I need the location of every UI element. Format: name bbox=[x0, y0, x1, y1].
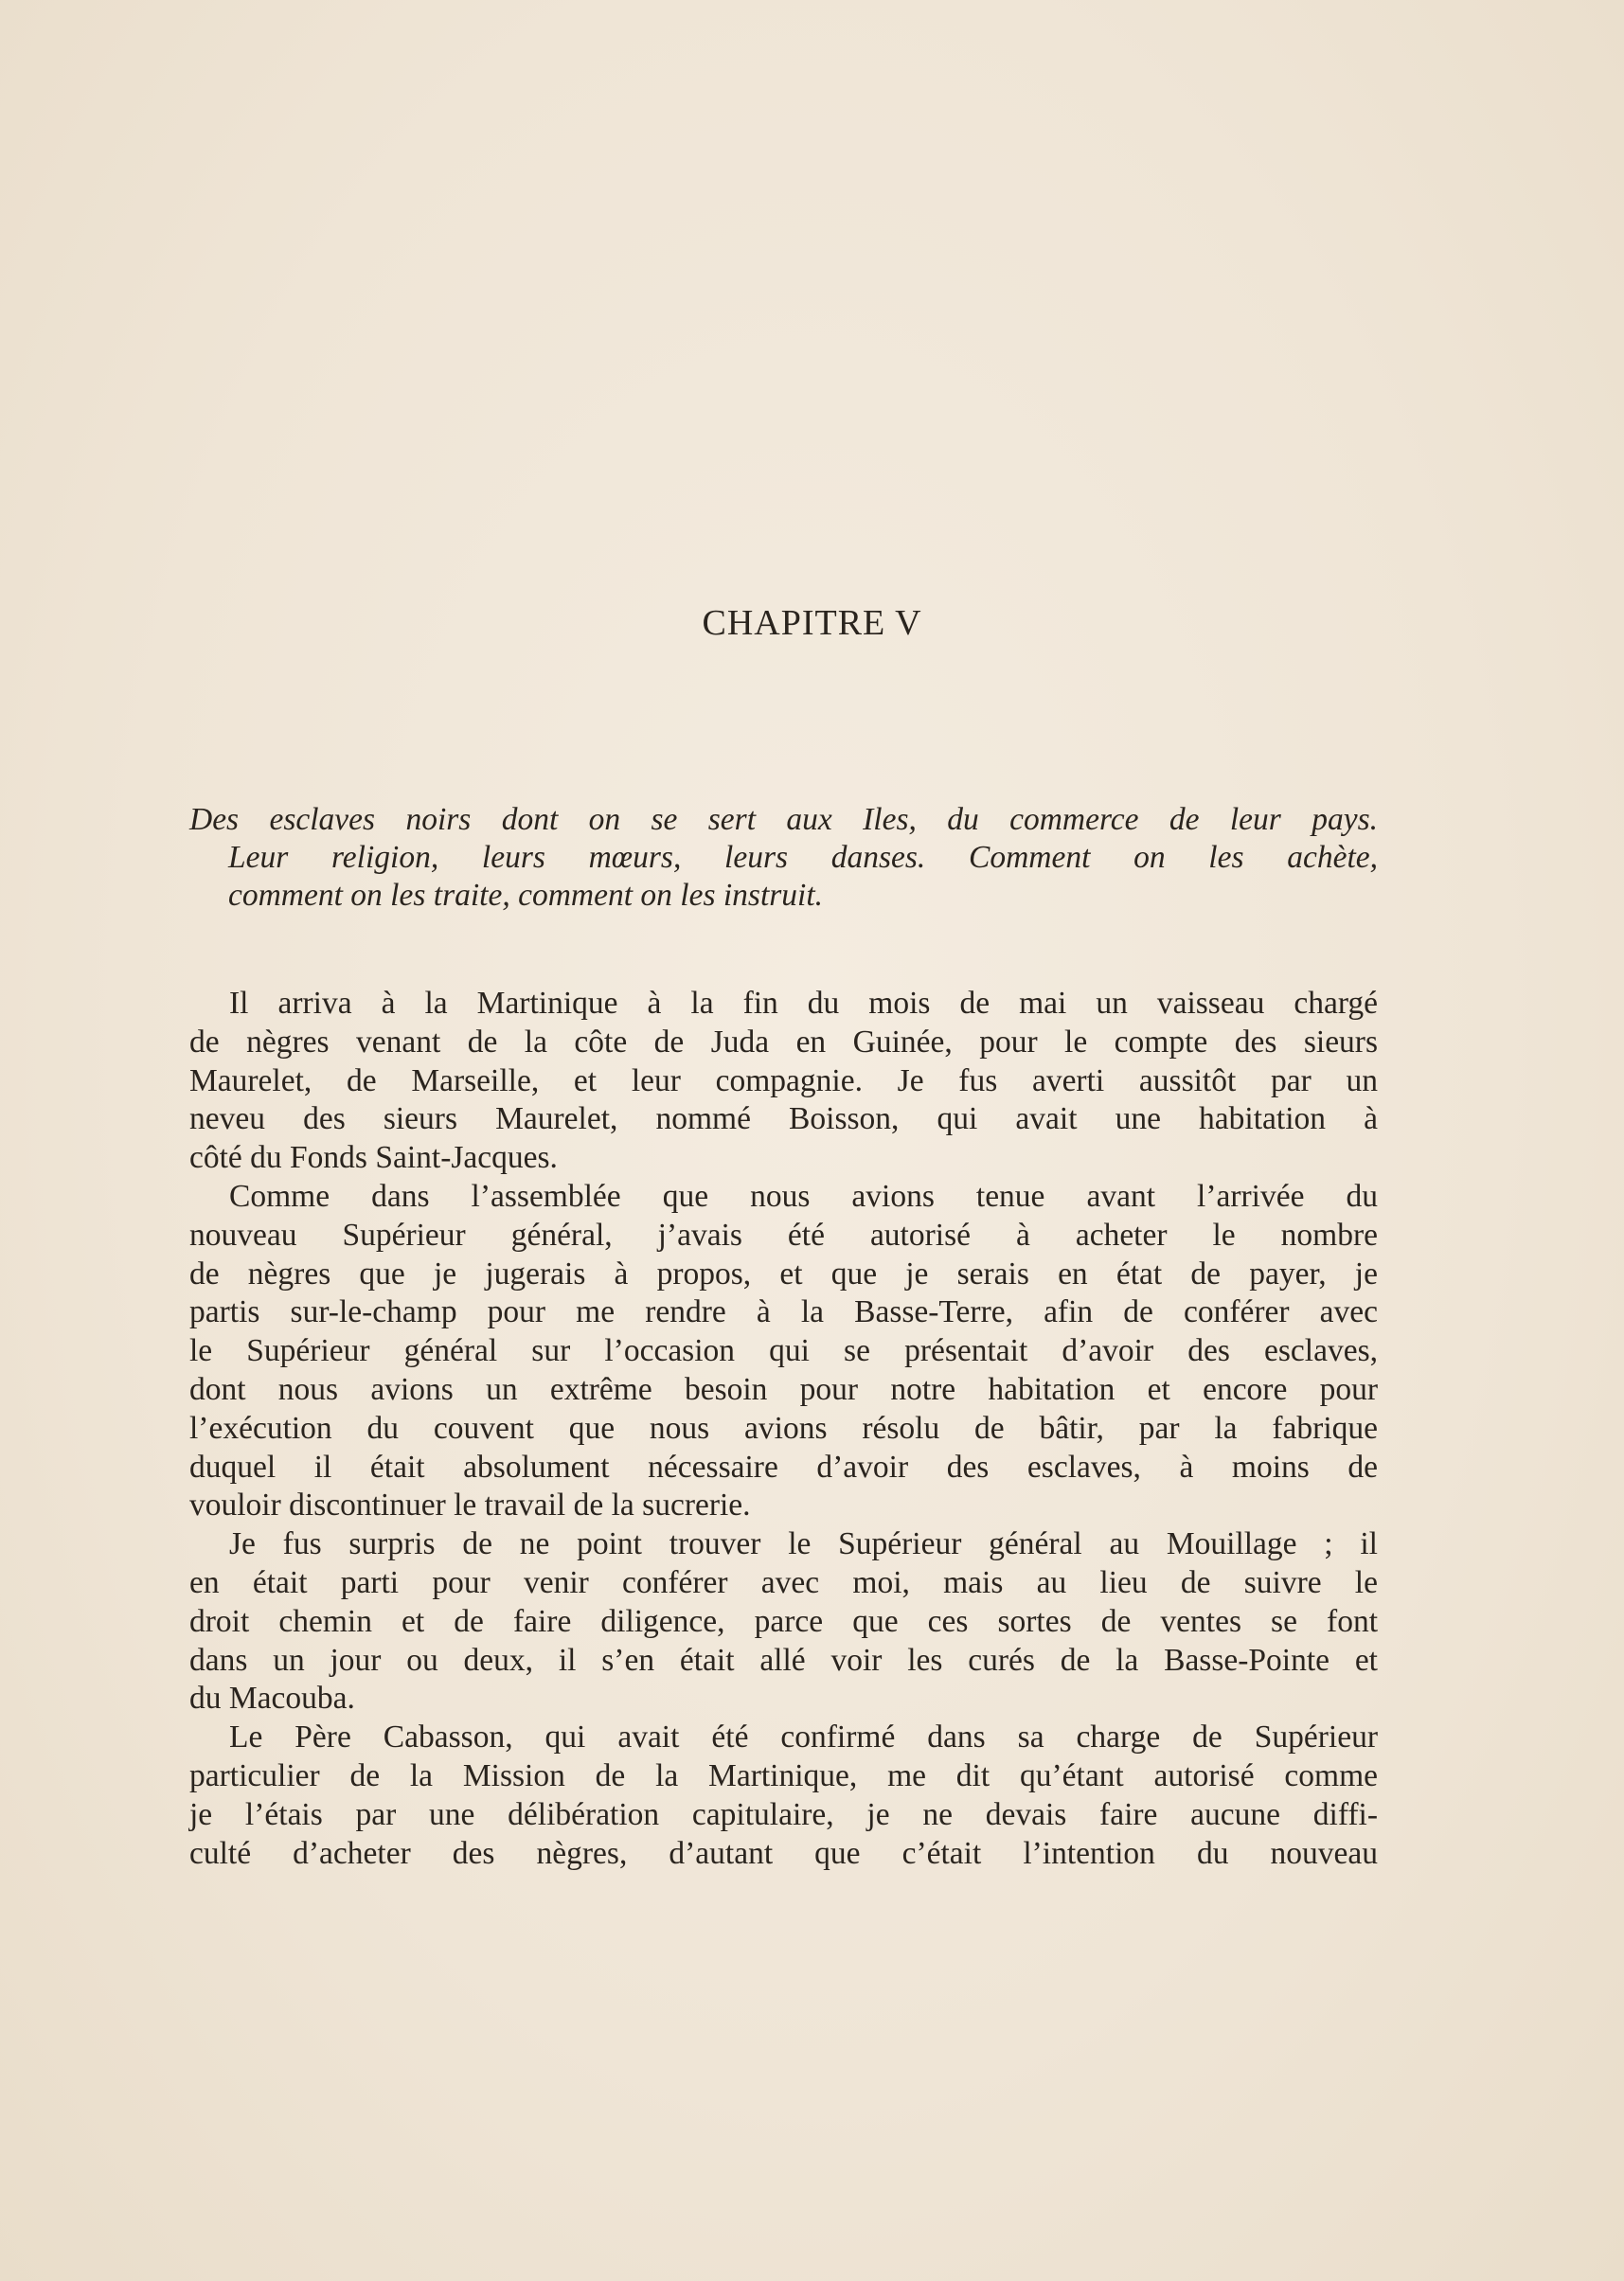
body-line: particulier de la Mission de la Martinique, me dit qu’étant autorisé comme bbox=[189, 1757, 1378, 1793]
body-line: vouloir discontinuer le travail de la sucrerie. bbox=[189, 1488, 751, 1524]
summary-line: Leur religion, leurs mœurs, leurs danses. Comment on les achète, bbox=[228, 840, 1378, 875]
chapter-title: CHAPITRE V bbox=[702, 603, 922, 643]
body-line: Comme dans l’assemblée que nous avions tenue avant l’arrivée du bbox=[229, 1178, 1378, 1214]
body-line: droit chemin et de faire diligence, parce que ces sortes de ventes se font bbox=[189, 1603, 1378, 1639]
body-line: de nègres venant de la côte de Juda en Guinée, pour le compte des sieurs bbox=[189, 1024, 1378, 1060]
body-line: de nègres que je jugerais à propos, et que je serais en état de payer, je bbox=[189, 1256, 1378, 1292]
body-line: neveu des sieurs Maurelet, nommé Boisson, qui avait une habitation à bbox=[189, 1101, 1378, 1137]
body-line: Il arriva à la Martinique à la fin du mois de mai un vaisseau chargé bbox=[229, 986, 1378, 1021]
summary-line: Des esclaves noirs dont on se sert aux Iles, du commerce de leur pays. bbox=[189, 802, 1378, 837]
body-line: l’exécution du couvent que nous avions résolu de bâtir, par la fabrique bbox=[189, 1410, 1378, 1446]
body-text bbox=[189, 985, 1378, 1873]
body-line: je l’étais par une délibération capitulaire, je ne devais faire aucune diffi- bbox=[189, 1796, 1378, 1832]
body-line: du Macouba. bbox=[189, 1681, 355, 1717]
body-line: partis sur-le-champ pour me rendre à la Basse-Terre, afin de conférer avec bbox=[189, 1294, 1378, 1330]
body-line: Le Père Cabasson, qui avait été confirmé dans sa charge de Supérieur bbox=[229, 1720, 1378, 1755]
body-line: le Supérieur général sur l’occasion qui se présentait d’avoir des esclaves, bbox=[189, 1333, 1378, 1369]
body-line: Maurelet, de Marseille, et leur compagnie. Je fus averti aussitôt par un bbox=[189, 1062, 1378, 1098]
body-line: dont nous avions un extrême besoin pour notre habitation et encore pour bbox=[189, 1371, 1378, 1407]
body-line: duquel il était absolument nécessaire d’avoir des esclaves, à moins de bbox=[189, 1449, 1378, 1485]
body-line: en était parti pour venir conférer avec moi, mais au lieu de suivre le bbox=[189, 1564, 1378, 1600]
chapter-summary bbox=[189, 801, 1378, 915]
body-line: Je fus surpris de ne point trouver le Supérieur général au Mouillage ; il bbox=[229, 1526, 1378, 1562]
summary-line: comment on les traite, comment on les instruit. bbox=[228, 878, 824, 913]
body-line: dans un jour ou deux, il s’en était allé voir les curés de la Basse-Pointe et bbox=[189, 1642, 1378, 1678]
body-line: côté du Fonds Saint-Jacques. bbox=[189, 1140, 558, 1176]
body-line: culté d’acheter des nègres, d’autant que c’était l’intention du nouveau bbox=[189, 1835, 1378, 1871]
body-line: nouveau Supérieur général, j’avais été autorisé à acheter le nombre bbox=[189, 1217, 1378, 1253]
